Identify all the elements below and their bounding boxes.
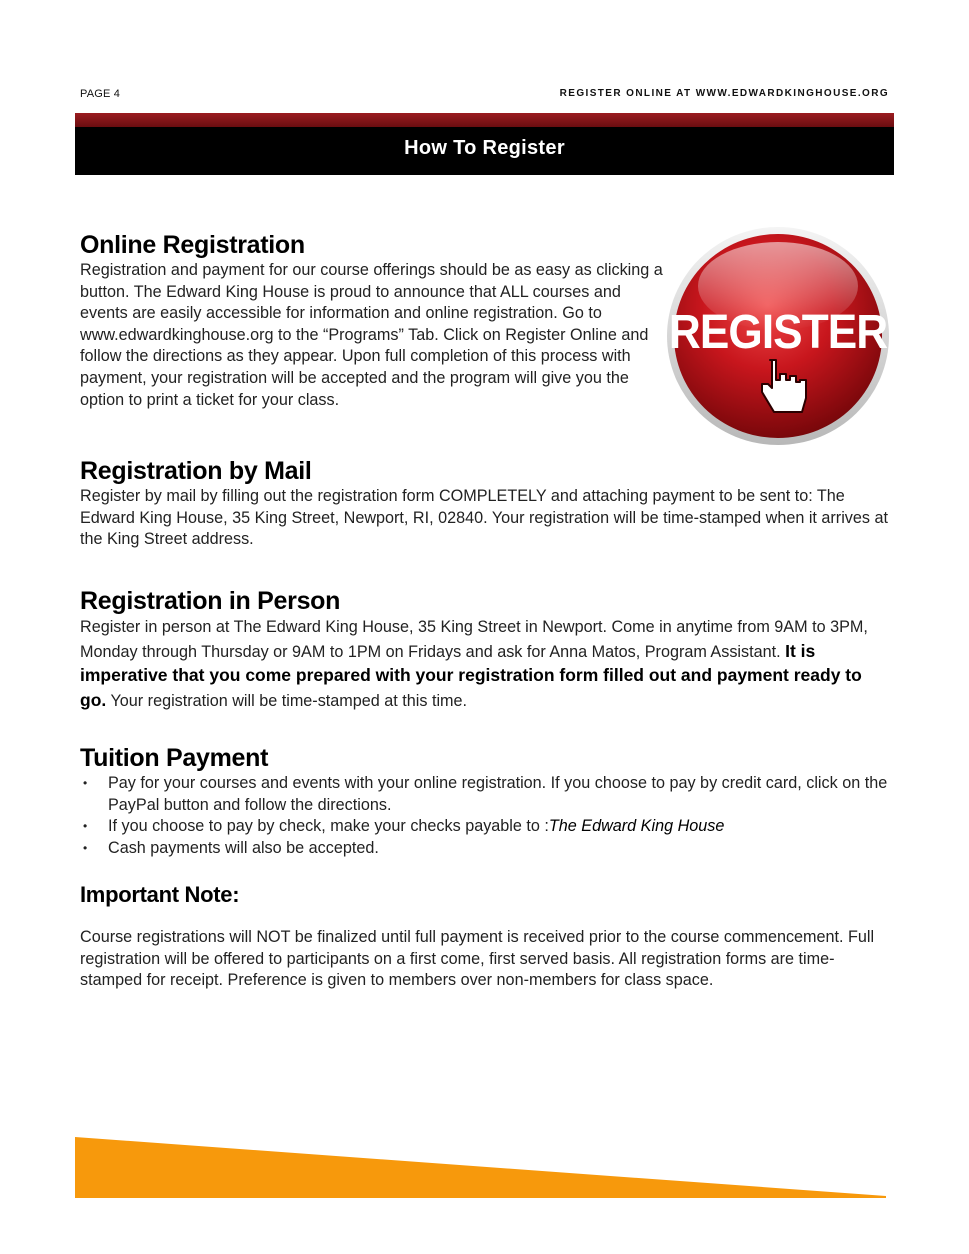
person-body-emphasis: It is imperative that you come prepared with your registration form filled out and payment ready to go. bbox=[80, 640, 862, 710]
tuition-item-text: If you choose to pay by check, make your checks payable to : bbox=[108, 817, 549, 836]
tuition-payment-list bbox=[80, 773, 895, 859]
person-body-end: Your registration will be time-stamped at this time. bbox=[110, 691, 468, 710]
bullet-icon: • bbox=[83, 840, 88, 855]
tuition-item-text: Pay for your courses and events with your online registration. If you choose to pay by credit card, click on the PayPal button and follow the directions. bbox=[108, 774, 888, 814]
online-registration-heading: Online Registration bbox=[80, 231, 305, 259]
person-registration-heading: Registration in Person bbox=[80, 587, 341, 615]
important-note-body: Course registrations will NOT be finalized until full payment is received prior to the course commencement. Full registration will be offered to participants on a first come, first served basis. All registration forms are time-stamped for receipt. Preference is given to members over non-members for class space. bbox=[80, 928, 875, 990]
online-registration-body: Registration and payment for our course offerings should be as easy as clicking a button. The Edward King House is proud to announce that ALL courses and events are easily accessible for information and online registration. Go to www.edwardkinghouse.org to the “Programs” Tab. Click on Register Online and follow the directions as they appear. Upon full completion of this process with payment, your registration will be accepted and the program will give you the option to print a ticket for your class. bbox=[80, 261, 663, 409]
title-bar-stripe bbox=[75, 113, 894, 127]
person-registration-section bbox=[80, 586, 880, 713]
online-registration-section bbox=[80, 230, 670, 411]
tuition-payment-section bbox=[80, 743, 895, 859]
register-button-graphic bbox=[664, 224, 892, 448]
important-note-heading: Important Note: bbox=[80, 882, 240, 907]
person-registration-body bbox=[80, 616, 880, 713]
register-label: REGISTER bbox=[668, 304, 888, 359]
person-body-start: Register in person at The Edward King House, 35 King Street in Newport. Come in anytime from 9AM to 3PM, Monday through Thursday or 9AM to 1PM on Fridays and ask for Anna Matos, Program Assistant. bbox=[80, 618, 868, 661]
bullet-icon: • bbox=[83, 819, 88, 834]
tuition-item-text: Cash payments will also be accepted. bbox=[108, 838, 379, 857]
page-title: How To Register bbox=[75, 127, 894, 175]
tuition-payment-heading: Tuition Payment bbox=[80, 744, 269, 772]
bullet-icon: • bbox=[83, 776, 88, 790]
payee-name: The Edward King House bbox=[548, 817, 725, 836]
register-badge-icon bbox=[664, 224, 892, 448]
header-register-url: REGISTER ONLINE AT WWW.EDWARDKINGHOUSE.ORG bbox=[559, 88, 889, 99]
page-number: PAGE 4 bbox=[80, 88, 121, 100]
list-item bbox=[80, 773, 895, 816]
mail-registration-body: Register by mail by filling out the registration form COMPLETELY and attaching payment to be sent to: The Edward King House, 35 King Street, Newport, RI, 02840. Your registration will be time-stamped when it arrives at the King Street address. bbox=[80, 487, 888, 549]
footer-orange-wedge bbox=[0, 1130, 969, 1210]
list-item bbox=[80, 838, 895, 860]
title-bar bbox=[75, 113, 894, 175]
mail-registration-section bbox=[80, 456, 895, 551]
list-item bbox=[80, 816, 895, 838]
important-note-section bbox=[80, 882, 880, 992]
mail-registration-heading: Registration by Mail bbox=[80, 457, 312, 485]
